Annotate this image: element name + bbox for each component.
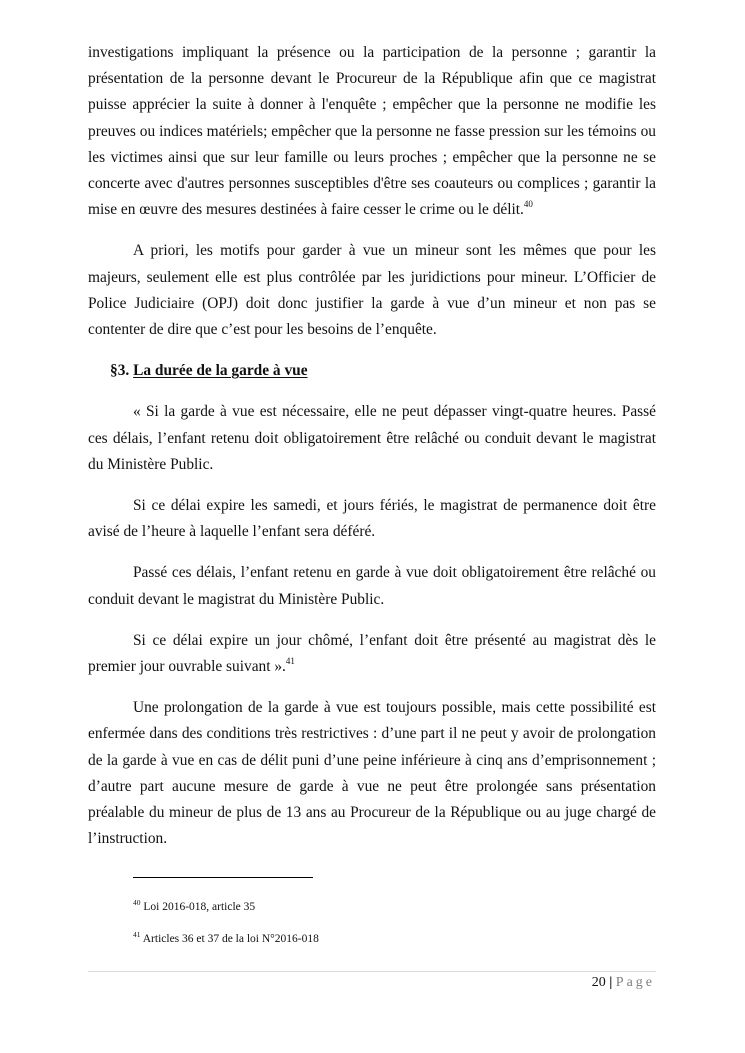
paragraph-6 bbox=[88, 628, 656, 680]
footnote-ref-41[interactable]: 41 bbox=[285, 656, 295, 667]
footnote-41 bbox=[133, 932, 319, 946]
section-title: La durée de la garde à vue bbox=[133, 362, 308, 380]
paragraph-1 bbox=[88, 40, 656, 223]
page-footer bbox=[592, 975, 655, 991]
section-number: §3. bbox=[110, 362, 130, 380]
paragraph-1-text: investigations impliquant la présence ou la participation de la personne ; garantir la présentation de la personne devant le Procureur de la République afin que ce magistrat puisse apprécier la suite à donner à l'enquête ; empêcher que la personne ne modifie les preuves ou indices matériels; empêcher que la personne ne fasse pression sur les témoins ou les victimes ainsi que sur leur famille ou leurs proches ; empêcher que la personne ne se concerte avec d'autres personnes susceptibles d'être ses coauteurs ou complices ; garantir la mise en œuvre des mesures destinées à faire cesser le crime ou le délit. bbox=[88, 44, 656, 219]
page-number: 20 bbox=[591, 975, 606, 990]
footnote-number: 41 bbox=[133, 930, 141, 939]
paragraph-5: Passé ces délais, l’enfant retenu en garde à vue doit obligatoirement être relâché ou conduit devant le magistrat du Ministère Public. bbox=[88, 564, 656, 608]
paragraph-3: « Si la garde à vue est nécessaire, elle ne peut dépasser vingt-quatre heures. Passé ces délais, l’enfant retenu doit obligatoirement être relâché ou conduit devant le magistrat du Ministère Public. bbox=[88, 403, 656, 473]
footnote-40 bbox=[133, 900, 255, 914]
paragraph-6-text: Si ce délai expire un jour chômé, l’enfant doit être présenté au magistrat dès le premier jour ouvrable suivant ». bbox=[88, 631, 656, 676]
page-label: Page bbox=[615, 975, 655, 990]
footnote-number: 40 bbox=[133, 898, 141, 907]
section-heading bbox=[88, 358, 656, 384]
footnote-ref-40[interactable]: 40 bbox=[523, 199, 533, 210]
footer-divider bbox=[88, 971, 656, 972]
paragraph-2: A priori, les motifs pour garder à vue un mineur sont les mêmes que pour les majeurs, seulement elle est plus contrôlée par les juridictions pour mineur. L’Officier de Police Judiciaire (OPJ) doit donc justifier la garde à vue d’un mineur et non pas se contenter de dire que c’est pour les besoins de l’enquête. bbox=[88, 242, 656, 339]
page-body bbox=[88, 40, 656, 852]
footer-separator: | bbox=[609, 975, 613, 990]
paragraph-7: Une prolongation de la garde à vue est toujours possible, mais cette possibilité est enfermée dans des conditions très restrictives : d’une part il ne peut y avoir de prolongation de la garde à vue en cas de délit puni d’une peine inférieure à cinq ans d’emprisonnement ; d’autre part aucune mesure de garde à vue ne peut être prolongée sans présentation préalable du mineur de plus de 13 ans au Procureur de la République ou au juge chargé de l’instruction. bbox=[88, 699, 656, 848]
paragraph-4: Si ce délai expire les samedi, et jours fériés, le magistrat de permanence doit être avisé de l’heure à laquelle l’enfant sera déféré. bbox=[88, 497, 656, 541]
footnote-separator bbox=[133, 877, 313, 878]
footnote-text: Articles 36 et 37 de la loi N°2016-018 bbox=[142, 933, 319, 945]
footnote-text: Loi 2016-018, article 35 bbox=[143, 901, 256, 913]
